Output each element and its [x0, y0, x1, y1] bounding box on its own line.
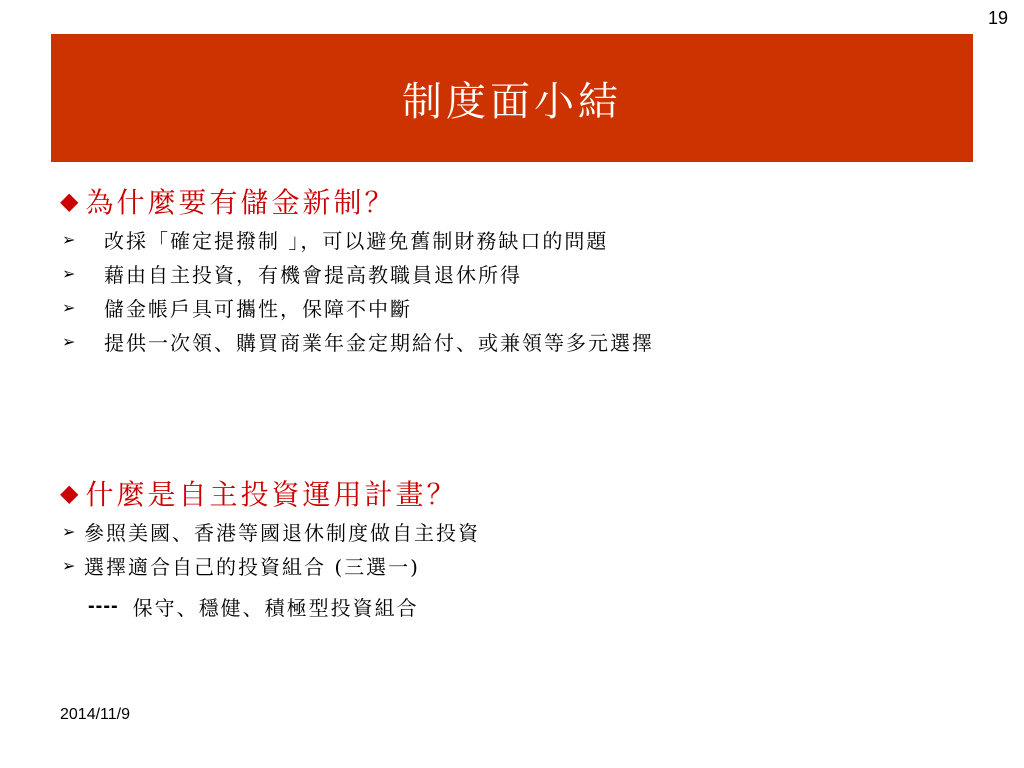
dash-marker: ----: [88, 594, 119, 617]
title-bar: [51, 34, 973, 162]
slide-title: 制度面小結: [402, 78, 622, 125]
list-item: [60, 548, 960, 582]
arrowhead-icon: ➢: [62, 555, 78, 575]
arrowhead-icon: ➢: [62, 263, 78, 283]
list-item-text: 藉由自主投資，有機會提高教職員退休所得: [104, 262, 522, 287]
list-item-text: 參照美國、香港等國退休制度做自主投資: [84, 520, 480, 545]
list-item-text: 選擇適合自己的投資組合 (三選一): [84, 554, 420, 579]
section-1-heading: [60, 180, 960, 222]
list-item: [60, 324, 960, 358]
section-1-heading-text: 為什麼要有儲金新制？: [85, 186, 396, 219]
list-item-text: 改採「確定提撥制 」，可以避免舊制財務缺口的問題: [104, 228, 609, 253]
list-item: [60, 222, 960, 256]
list-item: [60, 256, 960, 290]
arrowhead-icon: ➢: [62, 297, 78, 317]
diamond-icon: ◆: [60, 187, 82, 215]
arrowhead-icon: ➢: [62, 521, 78, 541]
list-item: [60, 290, 960, 324]
list-item-text: 提供一次領、購買商業年金定期給付、或兼領等多元選擇: [104, 330, 654, 355]
list-item-text: 儲金帳戶具可攜性，保障不中斷: [104, 296, 412, 321]
section-2-heading-text: 什麼是自主投資運用計畫？: [85, 478, 458, 511]
arrowhead-icon: ➢: [62, 229, 78, 249]
arrowhead-icon: ➢: [62, 331, 78, 351]
section-2: [60, 472, 960, 630]
sub-item: [60, 582, 960, 630]
section-2-heading: [60, 472, 960, 514]
section-1: [60, 180, 960, 358]
footer-date: 2014/11/9: [60, 706, 130, 723]
list-item: [60, 514, 960, 548]
sub-item-text: 保守、穩健、積極型投資組合: [132, 595, 419, 620]
page-number: 19: [987, 8, 1008, 28]
diamond-icon: ◆: [60, 479, 82, 507]
